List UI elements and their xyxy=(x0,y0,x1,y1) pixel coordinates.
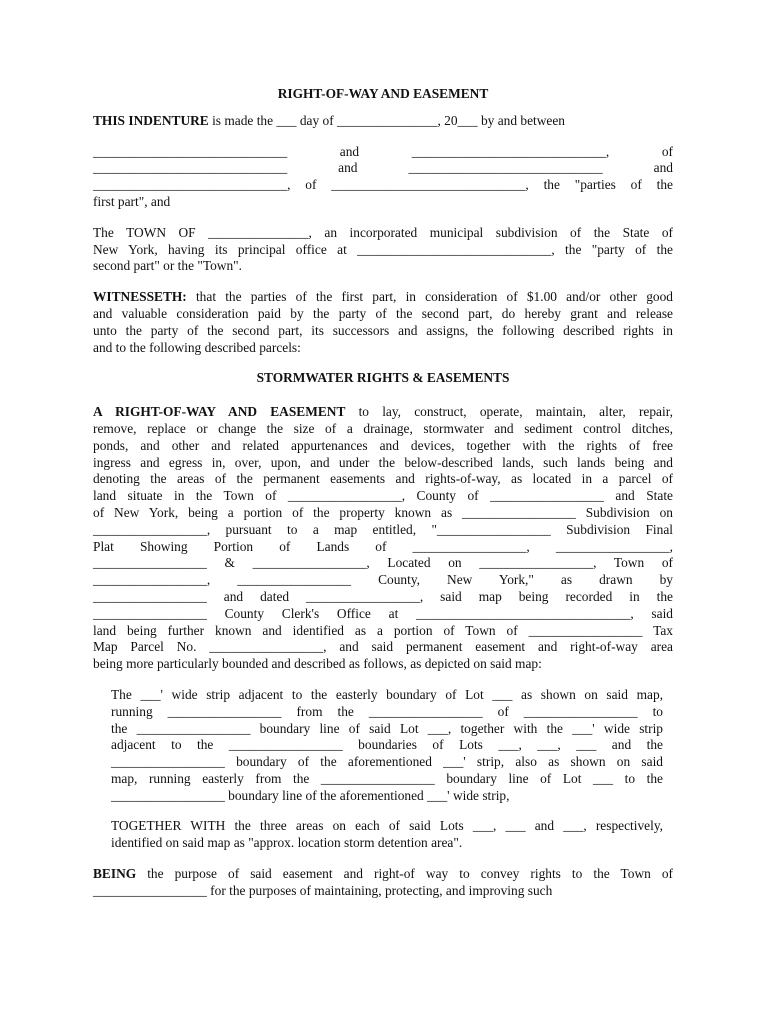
being-line: _________________ for the purposes of maintaining, protecting, and improving such xyxy=(93,882,553,898)
row-line: ponds, and other and related appurtenances and devices, together with the rights of free xyxy=(93,437,673,453)
intro-text: is made the ___ day of _______________, 20___ by and between xyxy=(208,112,565,128)
row-text: to lay, construct, operate, maintain, alter, repair, xyxy=(345,404,673,420)
together-line: identified on said map as "approx. location storm detention area". xyxy=(111,835,463,851)
witnesseth-line: and to the following described parcels: xyxy=(93,339,301,355)
parties-first-part xyxy=(93,144,673,211)
document-body xyxy=(93,86,673,914)
row-line: Plat Showing Portion of Lands of _________________, _________________, xyxy=(93,538,673,554)
witnesseth-line: unto the party of the second part, its successors and assigns, the following described rights in xyxy=(93,322,673,338)
witnesseth-paragraph xyxy=(93,289,673,356)
strip-description xyxy=(111,687,663,805)
strip-line: map, running easterly from the _________________ boundary line of Lot ___ to the xyxy=(111,770,663,786)
strip-line: _________________ boundary line of the aforementioned ___' wide strip, xyxy=(111,787,510,803)
row-paragraph xyxy=(93,404,673,673)
row-line: Map Parcel No. _________________, and said permanent easement and right-of-way area xyxy=(93,639,673,655)
strip-line: adjacent to the _________________ boundaries of Lots ___, ___, ___ and the xyxy=(111,737,663,753)
row-line: _________________, pursuant to a map entitled, "_________________ Subdivision Final xyxy=(93,521,673,537)
row-line: ingress and egress in, over, upon, and under the below-described lands, such lands being and xyxy=(93,454,673,470)
intro-paragraph xyxy=(93,113,673,130)
being-text: the purpose of said easement and right-of way to convey rights to the Town of xyxy=(136,866,673,882)
party-line: first part", and xyxy=(93,193,171,209)
being-lead: BEING xyxy=(93,866,137,882)
together-with-paragraph xyxy=(111,818,663,852)
being-paragraph xyxy=(93,866,673,900)
row-line: _________________ County Clerk's Office at ________________________________, said xyxy=(93,605,673,621)
row-line: of New York, being a portion of the property known as _________________ Subdivision on xyxy=(93,504,673,520)
row-line: remove, replace or change the size of a drainage, stormwater and sediment control ditches, xyxy=(93,420,673,436)
row-line: land being further known and identified as a portion of Town of _________________ Tax xyxy=(93,622,673,638)
section-title: STORMWATER RIGHTS & EASEMENTS xyxy=(256,370,510,386)
row-line: being more particularly bounded and described as follows, as depicted on said map: xyxy=(93,656,542,672)
being-line xyxy=(93,866,673,883)
witnesseth-text: that the parties of the first part, in consideration of $1.00 and/or other good xyxy=(186,289,673,305)
strip-line: _________________ boundary of the aforementioned ___' strip, also as shown on said xyxy=(111,754,663,770)
row-line: _________________, _________________ County, New York," as drawn by xyxy=(93,572,673,588)
witnesseth-lead: WITNESSETH: xyxy=(93,289,187,305)
town-line: New York, having its principal office at _____________________________, the "party of the xyxy=(93,241,673,257)
row-line: land situate in the Town of _________________, County of _________________ and State xyxy=(93,488,673,504)
strip-line: the _________________ boundary line of said Lot ___, together with the ___' wide strip xyxy=(111,720,663,736)
document-title: RIGHT-OF-WAY AND EASEMENT xyxy=(277,86,489,101)
strip-line: The ___' wide strip adjacent to the easterly boundary of Lot ___ as shown on said map, xyxy=(111,686,663,702)
party-line: _____________________________ and _____________________________, of xyxy=(93,143,673,159)
strip-line: running _________________ from the _________________ of _________________ to xyxy=(111,703,663,719)
witnesseth-line: and valuable consideration paid by the party of the second part, do hereby grant and release xyxy=(93,305,673,321)
together-line: TOGETHER WITH the three areas on each of said Lots ___, ___ and ___, respectively, xyxy=(111,818,663,834)
row-lead: A RIGHT-OF-WAY AND EASEMENT xyxy=(93,404,346,420)
row-line: _________________ & _________________, Located on _________________, Town of xyxy=(93,555,673,571)
intro-lead: THIS INDENTURE xyxy=(93,112,209,128)
town-line: The TOWN OF _______________, an incorporated municipal subdivision of the State of xyxy=(93,224,673,240)
row-line: denoting the areas of the permanent easements and rights-of-way, as located in a parcel of xyxy=(93,471,673,487)
row-line: _________________ and dated _________________, said map being recorded in the xyxy=(93,588,673,604)
row-line xyxy=(93,404,673,421)
party-second-part xyxy=(93,225,673,275)
witnesseth-line xyxy=(93,289,673,306)
party-line: _____________________________ and _____________________________ and xyxy=(93,160,673,176)
party-line: _____________________________, of _____________________________, the "parties of the xyxy=(93,177,673,193)
town-line: second part" or the "Town". xyxy=(93,258,242,274)
